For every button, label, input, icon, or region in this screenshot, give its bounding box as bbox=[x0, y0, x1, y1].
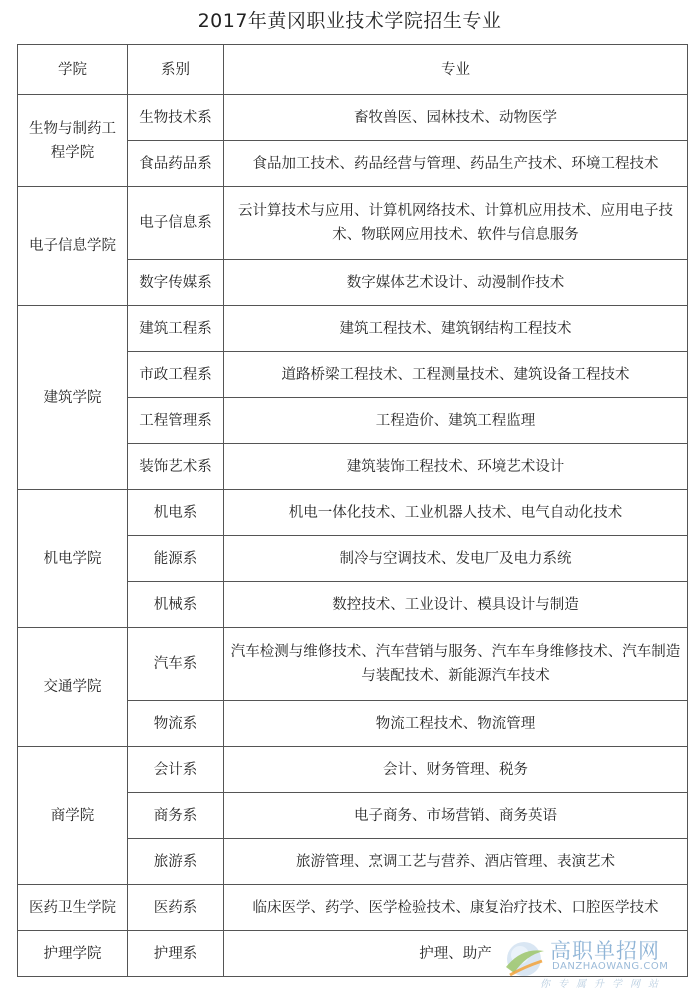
table-row bbox=[18, 628, 688, 701]
majors-cell: 制冷与空调技术、发电厂及电力系统 bbox=[224, 536, 688, 582]
college-cell: 生物与制药工程学院 bbox=[18, 95, 128, 187]
watermark-slogan: 你专属升学网站 bbox=[540, 979, 666, 990]
watermark-name: 高职单招网 bbox=[550, 939, 660, 963]
watermark-domain: DANZHAOWANG.COM bbox=[552, 961, 669, 972]
table-row bbox=[18, 306, 688, 352]
table-header-row bbox=[18, 45, 688, 95]
majors-cell: 会计、财务管理、税务 bbox=[224, 747, 688, 793]
majors-cell: 数控技术、工业设计、模具设计与制造 bbox=[224, 582, 688, 628]
page-title: 2017年黄冈职业技术学院招生专业 bbox=[197, 10, 502, 32]
majors-cell: 临床医学、药学、医学检验技术、康复治疗技术、口腔医学技术 bbox=[224, 885, 688, 931]
department-cell: 数字传媒系 bbox=[128, 260, 224, 306]
majors-cell: 机电一体化技术、工业机器人技术、电气自动化技术 bbox=[224, 490, 688, 536]
department-cell: 汽车系 bbox=[128, 628, 224, 701]
majors-cell: 旅游管理、烹调工艺与营养、酒店管理、表演艺术 bbox=[224, 839, 688, 885]
watermark-logo bbox=[500, 935, 699, 992]
department-cell: 工程管理系 bbox=[128, 398, 224, 444]
table-row bbox=[18, 95, 688, 141]
department-cell: 医药系 bbox=[128, 885, 224, 931]
department-cell: 食品药品系 bbox=[128, 141, 224, 187]
header-college: 学院 bbox=[18, 45, 128, 95]
majors-cell: 建筑工程技术、建筑钢结构工程技术 bbox=[224, 306, 688, 352]
department-cell: 生物技术系 bbox=[128, 95, 224, 141]
college-cell: 医药卫生学院 bbox=[18, 885, 128, 931]
majors-cell: 电子商务、市场营销、商务英语 bbox=[224, 793, 688, 839]
college-cell: 机电学院 bbox=[18, 490, 128, 628]
majors-cell: 汽车检测与维修技术、汽车营销与服务、汽车车身维修技术、汽车制造与装配技术、新能源汽车技术 bbox=[224, 628, 688, 701]
department-cell: 机电系 bbox=[128, 490, 224, 536]
table-row bbox=[18, 490, 688, 536]
majors-cell: 食品加工技术、药品经营与管理、药品生产技术、环境工程技术 bbox=[224, 141, 688, 187]
department-cell: 会计系 bbox=[128, 747, 224, 793]
department-cell: 护理系 bbox=[128, 931, 224, 977]
majors-cell: 道路桥梁工程技术、工程测量技术、建筑设备工程技术 bbox=[224, 352, 688, 398]
majors-cell: 云计算技术与应用、计算机网络技术、计算机应用技术、应用电子技术、物联网应用技术、软件与信息服务 bbox=[224, 187, 688, 260]
college-cell: 建筑学院 bbox=[18, 306, 128, 490]
majors-cell: 建筑装饰工程技术、环境艺术设计 bbox=[224, 444, 688, 490]
department-cell: 市政工程系 bbox=[128, 352, 224, 398]
college-cell: 商学院 bbox=[18, 747, 128, 885]
department-cell: 装饰艺术系 bbox=[128, 444, 224, 490]
header-department: 系别 bbox=[128, 45, 224, 95]
majors-cell: 物流工程技术、物流管理 bbox=[224, 701, 688, 747]
college-cell: 电子信息学院 bbox=[18, 187, 128, 306]
majors-cell: 护理、助产 bbox=[224, 931, 688, 977]
majors-table bbox=[17, 44, 688, 977]
majors-cell: 数字媒体艺术设计、动漫制作技术 bbox=[224, 260, 688, 306]
table-row bbox=[18, 187, 688, 260]
majors-cell: 畜牧兽医、园林技术、动物医学 bbox=[224, 95, 688, 141]
department-cell: 物流系 bbox=[128, 701, 224, 747]
department-cell: 商务系 bbox=[128, 793, 224, 839]
header-major: 专业 bbox=[224, 45, 688, 95]
college-cell: 交通学院 bbox=[18, 628, 128, 747]
department-cell: 建筑工程系 bbox=[128, 306, 224, 352]
department-cell: 旅游系 bbox=[128, 839, 224, 885]
department-cell: 机械系 bbox=[128, 582, 224, 628]
table-row bbox=[18, 885, 688, 931]
college-cell: 护理学院 bbox=[18, 931, 128, 977]
department-cell: 电子信息系 bbox=[128, 187, 224, 260]
majors-cell: 工程造价、建筑工程监理 bbox=[224, 398, 688, 444]
table-row bbox=[18, 747, 688, 793]
department-cell: 能源系 bbox=[128, 536, 224, 582]
